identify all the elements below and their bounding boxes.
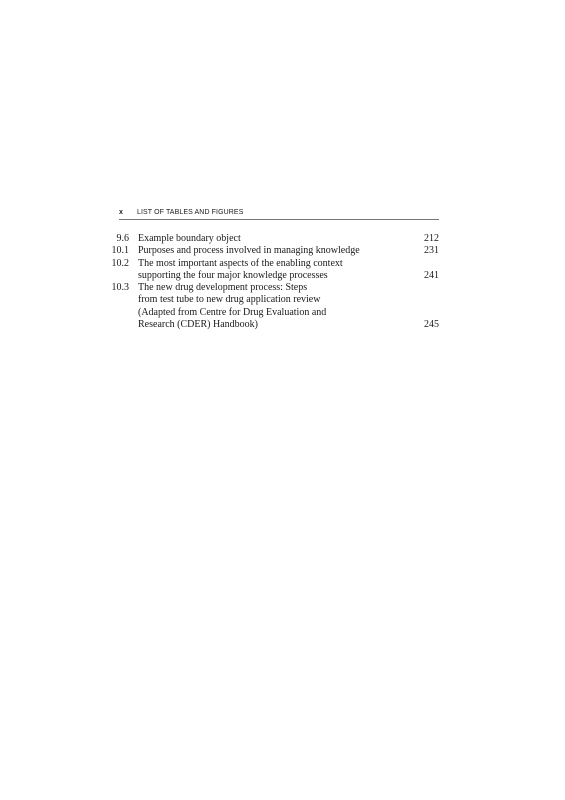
list-of-figures — [106, 233, 439, 331]
figure-number: 10.2 — [111, 257, 129, 269]
figure-title — [138, 245, 399, 257]
figure-title-line: The new drug development process: Steps — [138, 282, 308, 294]
page-number: 241 — [424, 269, 439, 281]
figure-title-line: Research (CDER) Handbook) — [138, 319, 258, 331]
page-number: 212 — [424, 233, 439, 244]
list-item — [106, 258, 439, 283]
figure-title — [138, 282, 399, 331]
figure-title-line: from test tube to new drug application review — [138, 294, 321, 306]
list-item — [106, 233, 439, 245]
page-number: 245 — [424, 319, 439, 331]
figure-number: 10.1 — [111, 245, 129, 257]
running-head-title: LIST OF TABLES AND FIGURES — [137, 209, 244, 216]
figure-number: 10.3 — [111, 282, 129, 294]
figure-title — [138, 258, 399, 283]
list-item — [106, 245, 439, 257]
page-number: 231 — [424, 245, 439, 257]
running-head — [119, 206, 439, 219]
figure-title-line: Example boundary object — [138, 233, 241, 244]
header-rule — [119, 219, 439, 220]
figure-title-line: (Adapted from Centre for Drug Evaluation and — [138, 306, 327, 318]
page-folio: x — [119, 209, 123, 216]
list-item — [106, 282, 439, 331]
figure-title-line: supporting the four major knowledge processes — [138, 269, 328, 281]
figure-number: 9.6 — [116, 233, 129, 244]
figure-title — [138, 233, 399, 245]
figure-title-line: The most important aspects of the enabling context — [138, 257, 343, 269]
figure-title-line: Purposes and process involved in managing knowledge — [138, 245, 360, 257]
